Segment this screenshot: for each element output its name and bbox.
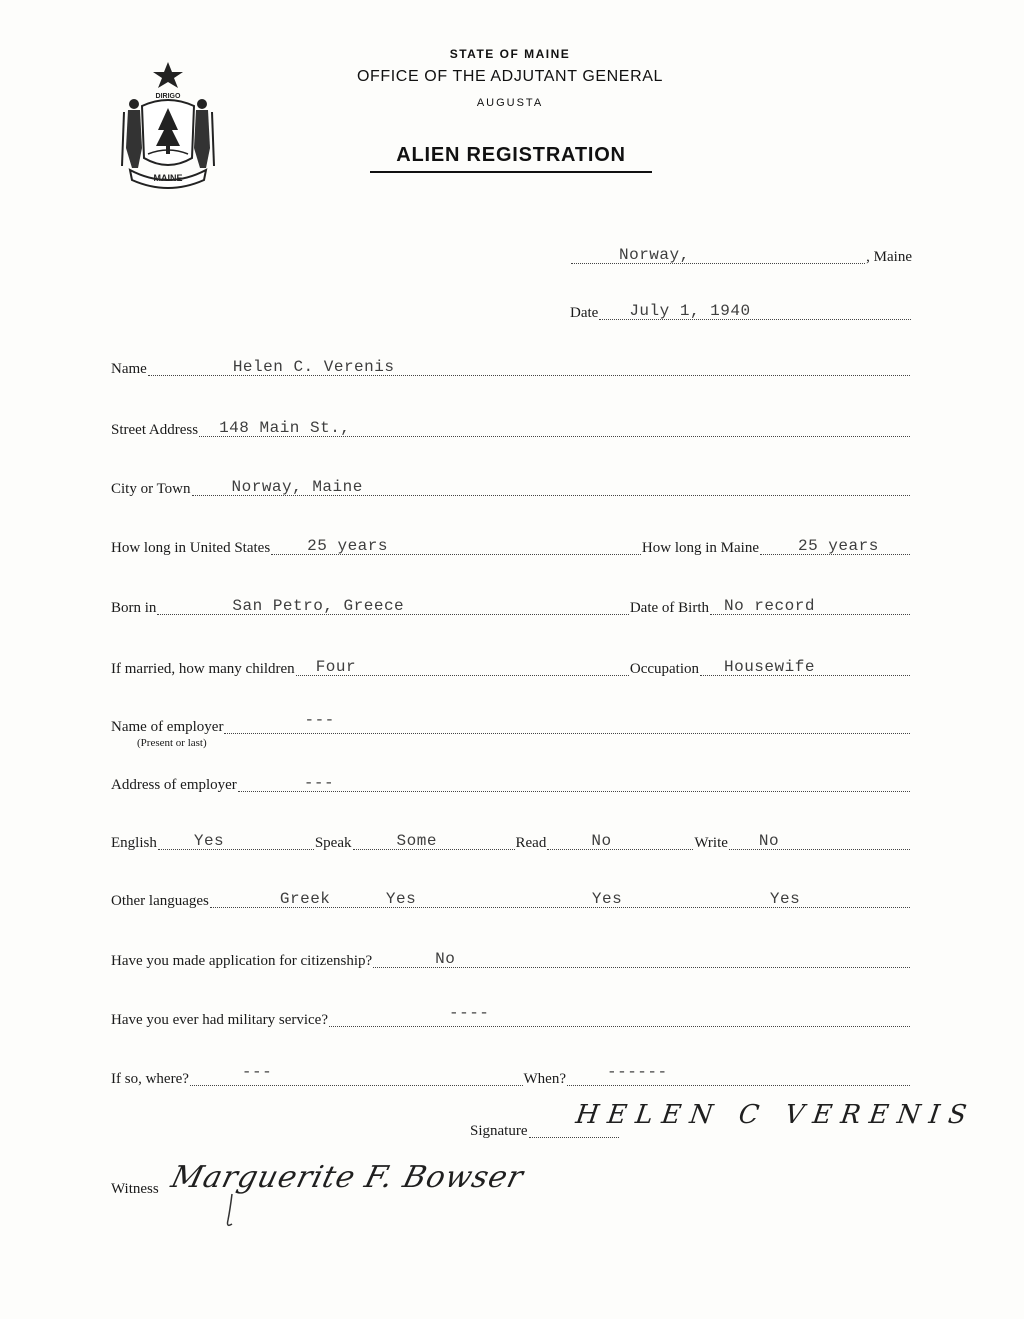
- where-field[interactable]: [190, 1063, 523, 1086]
- witness-signature: Marguerite F. Bowser: [167, 1160, 528, 1195]
- english-row: [111, 832, 911, 854]
- svg-text:DIRIGO: DIRIGO: [155, 93, 181, 100]
- witness-flourish-icon: [170, 1190, 270, 1230]
- place-field[interactable]: [571, 245, 865, 264]
- other-languages-read-value: Yes: [591, 890, 623, 908]
- duration-row: [111, 537, 911, 559]
- maine-duration-label: How long in Maine: [641, 540, 759, 556]
- citizenship-label: Have you made application for citizenship?: [111, 953, 373, 969]
- occupation-field[interactable]: [700, 657, 910, 676]
- where-label: If so, where?: [111, 1071, 189, 1087]
- place-row: [570, 246, 912, 268]
- date-field[interactable]: [599, 301, 911, 320]
- employer-address-row: [111, 774, 911, 796]
- where-value: ---: [241, 1063, 273, 1081]
- other-languages-write-value: Yes: [769, 890, 801, 908]
- name-label: Name: [111, 361, 147, 377]
- name-field[interactable]: [148, 357, 910, 376]
- other-languages-row: [111, 890, 911, 912]
- name-value: Helen C. Verenis: [232, 358, 395, 376]
- maine-duration-field[interactable]: [760, 536, 910, 555]
- born-field[interactable]: [157, 596, 628, 615]
- employer-address-label: Address of employer: [111, 777, 237, 793]
- write-label: Write: [694, 835, 728, 851]
- other-languages-field[interactable]: [210, 889, 910, 908]
- witness-label: Witness: [111, 1181, 159, 1197]
- seal-maine-text: MAINE: [153, 173, 183, 183]
- military-row: [111, 1004, 911, 1031]
- signature-value: HELEN C VERENIS: [573, 1100, 978, 1130]
- header-city: AUGUSTA: [476, 97, 544, 109]
- read-field[interactable]: [547, 831, 693, 850]
- date-row: [570, 302, 912, 324]
- born-row: [111, 597, 911, 619]
- english-value: Yes: [193, 832, 225, 850]
- maine-duration-value: 25 years: [798, 537, 879, 555]
- city-field[interactable]: [192, 477, 910, 496]
- city-row: [111, 478, 911, 500]
- english-field[interactable]: [158, 831, 314, 850]
- write-value: No: [758, 832, 780, 850]
- born-label: Born in: [111, 600, 157, 616]
- military-label: Have you ever had military service?: [111, 1012, 328, 1028]
- speak-value: Some: [396, 832, 437, 850]
- dob-value: No record: [724, 597, 815, 615]
- when-label: When?: [523, 1071, 566, 1087]
- employer-name-value: ---: [304, 711, 335, 729]
- us-duration-value: 25 years: [307, 537, 388, 555]
- other-languages-speak-value: Yes: [385, 890, 417, 908]
- date-value: July 1, 1940: [629, 302, 751, 320]
- dob-label: Date of Birth: [629, 600, 709, 616]
- city-label: City or Town: [111, 481, 191, 497]
- us-duration-label: How long in United States: [111, 540, 271, 556]
- signature-label: Signature: [470, 1123, 528, 1139]
- where-when-row: [111, 1063, 911, 1090]
- children-field[interactable]: [296, 657, 629, 676]
- header-office: OFFICE OF THE ADJUTANT GENERAL: [356, 68, 664, 85]
- employer-name-sublabel: (Present or last): [137, 737, 207, 749]
- street-row: [111, 419, 911, 441]
- employer-name-row: [111, 711, 911, 738]
- form-title: ALIEN REGISTRATION: [370, 144, 652, 173]
- children-label: If married, how many children: [111, 661, 295, 677]
- read-value: No: [591, 832, 612, 850]
- street-label: Street Address: [111, 422, 199, 438]
- employer-address-value: ---: [303, 774, 335, 792]
- name-row: [111, 358, 911, 380]
- children-value: Four: [315, 658, 357, 676]
- citizenship-field[interactable]: [373, 949, 910, 968]
- when-field[interactable]: [567, 1063, 910, 1086]
- other-languages-label: Other languages: [111, 893, 209, 909]
- english-label: English: [111, 835, 157, 851]
- military-field[interactable]: [329, 1004, 910, 1027]
- city-value: Norway, Maine: [231, 478, 363, 496]
- us-duration-field[interactable]: [271, 536, 641, 555]
- street-value: 148 Main St.,: [219, 419, 351, 437]
- place-value: Norway,: [619, 246, 690, 264]
- children-row: [111, 658, 911, 680]
- header-state: STATE OF MAINE: [449, 47, 571, 61]
- employer-address-field[interactable]: [238, 773, 910, 792]
- military-value: ----: [449, 1004, 490, 1022]
- citizenship-value: No: [435, 950, 456, 968]
- born-value: San Petro, Greece: [232, 597, 405, 615]
- write-field[interactable]: [729, 831, 910, 850]
- citizenship-row: [111, 950, 911, 972]
- maine-state-seal-icon: [112, 58, 224, 190]
- place-suffix: , Maine: [866, 249, 912, 265]
- occupation-value: Housewife: [724, 658, 815, 676]
- dob-field[interactable]: [710, 596, 910, 615]
- other-languages-value: Greek: [279, 890, 331, 908]
- occupation-label: Occupation: [629, 661, 699, 677]
- employer-name-field[interactable]: [224, 711, 910, 734]
- date-label: Date: [570, 305, 599, 321]
- read-label: Read: [515, 835, 547, 851]
- speak-label: Speak: [314, 835, 352, 851]
- when-value: ------: [607, 1063, 668, 1081]
- employer-name-label: Name of employer: [111, 719, 224, 735]
- street-field[interactable]: [199, 418, 910, 437]
- speak-field[interactable]: [353, 831, 515, 850]
